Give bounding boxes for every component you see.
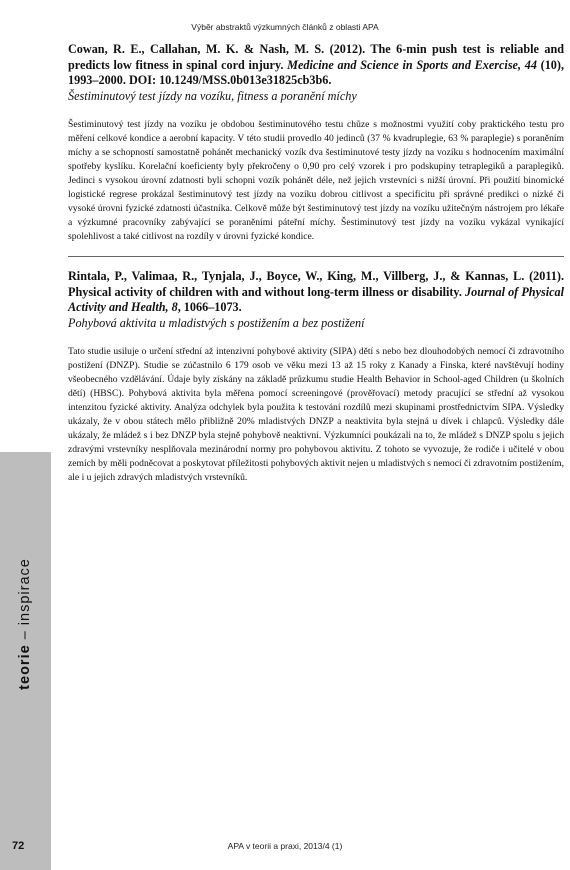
article-rintala [68, 269, 564, 485]
article-abstract: Tato studie usiluje o určení střední až intenzivní pohybové aktivity (SIPA) dětí s nebo bez dlouhodobých nemocí či zdravotního postižení (DNZP). Studie se zúčastnilo 6 179 osob ve věku mezi 13 až 15 roky z Kanady a Finska, které navštěvují hodiny všeobecného vzdělávání. Údaje byly získány na základě průzkumu studie Health Behavior in School-aged Children (u školních dětí) (HBSC). Pohybová aktivita byla měřena pomocí screeningové (prověřovací) metody pracující se střední až vysokou intenzitou fyzické aktivity. Analýza odchylek byla použita k testování rozdílů mezi skupinami prostřednictvím SIPA. Výsledky ukázaly, že v obou státech mělo přibližně 20% mladistvých DNZP a neaktivita byla stejná u dívek i chlapců. Výsledky dále ukázaly, že mládež s i bez DNZP byla stejně pohybově neaktivní. Výzkumníci poukázali na to, že mládež s DNZP spolu s jejich zdravými vrstevníky nesplňovala mezinárodní normy pro pohybovou aktivitu. Z tohoto se vyvozuje, že rodiče i učitelé v obou zemích by měli podněcovat a poskytovat příležitosti pohybových aktivit nejen u mladistvých s nemocí či zdravotním postižením, ale i u jejich zdravých mladistvých vrstevníků. [68, 346, 564, 483]
section-sidebar [0, 452, 51, 870]
article-cowan [68, 42, 564, 244]
article-divider [68, 256, 564, 257]
section-label-dash: – [17, 625, 33, 645]
reference-authors-title: Cowan, R. E., Callahan, M. K. & Nash, M. S. (2012). The 6-min push test is reliable and predicts low fitness in spinal cord injury. [68, 42, 564, 72]
article-czech-title: Pohybová aktivita u mladistvých s postižením a bez postižení [68, 315, 365, 330]
section-label [17, 558, 33, 690]
reference-pages: , 1066–1073. [177, 300, 242, 314]
section-label-primary: teorie [17, 644, 33, 690]
reference-pages-doi: (10), 1993–2000. DOI: 10.1249/MSS.0b013e31825cb3b6. [68, 57, 564, 87]
section-label-secondary: inspirace [17, 558, 33, 626]
article-reference [68, 269, 564, 316]
reference-authors-title: Rintala, P., Valimaa, R., Tynjala, J., Boyce, W., King, M., Villberg, J., & Kannas, L. (2011). Physical activity of children with and without long-term illness or disability. [68, 269, 564, 299]
reference-journal: Medicine and Science in Sports and Exercise, 44 [287, 57, 537, 72]
article-abstract: Šestiminutový test jízdy na vozíku je obdobou šestiminutového testu chůze s možnostmi využití coby praktického testu pro měření celkové kondice a aerobní kapacity. V této studii provedlo 40 jedinců (37 % kvadruplegie, 63 % paraplegie) s poraněním míchy a se schopností samostatně pohánět mechanický vozík dva šestiminutové testy jízdy na vozíku s hodnocením maximální spotřeby kyslíku. Korelační koeficienty byly překročeny o 0,90 pro celý vzorek i pro podskupiny tetraplegiků a paraplegiků. Jedinci s vysokou úrovní zdatnosti byli schopni vozík pohánět déle, než jejich vrstevníci s nižší úrovní. Při použití binomické logistické regrese prokázal šestiminutový test jízdy na vozíku dobrou citlivost a specificitu při správné predikci o nízké či vysoké úrovni fyzické zdatnosti účastníka. Celkově může být šestiminutový test jízdy na vozíku užitečným nástrojem pro lékaře a výzkumné pracovníky zabývající se poraněními páteřní míchy. Šestiminutový test jízdy na vozíku vykázal vynikající spolehlivost a také citlivost na rozdíly v úrovni fyzické kondice. [68, 119, 564, 242]
running-header: Výběr abstraktů výzkumných článků z oblasti APA [191, 22, 379, 32]
article-czech-title: Šestiminutový test jízdy na vozíku, fitness a poranění míchy [68, 88, 357, 103]
reference-journal: Journal of Physical Activity and Health, 8 [68, 284, 564, 314]
page-content [68, 42, 564, 485]
page-number: 72 [12, 840, 25, 852]
running-footer: APA v teorii a praxi, 2013/4 (1) [227, 841, 343, 851]
article-reference [68, 42, 564, 89]
